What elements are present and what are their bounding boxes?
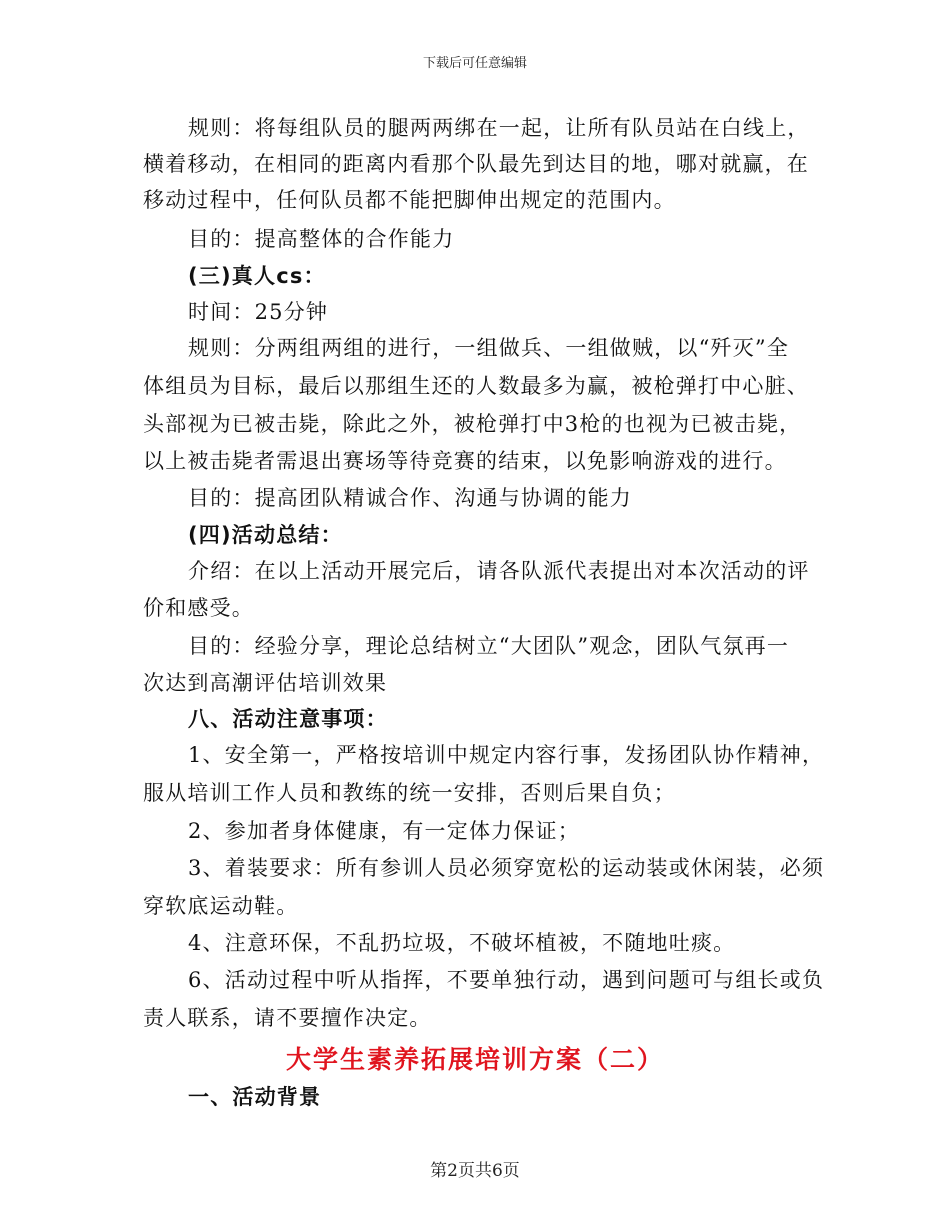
list-item: 1、安全第一，严格按培训中规定内容行事，发扬团队协作精神， xyxy=(188,743,825,767)
page-header: 下载后可任意编辑 xyxy=(422,56,527,71)
subsection-heading: (四)活动总结： xyxy=(188,523,343,547)
list-item-continuation: 穿软底运动鞋。 xyxy=(143,894,299,918)
paragraph-line: 介绍：在以上活动开展完后，请各队派代表提出对本次活动的评 xyxy=(188,559,810,583)
paragraph-line: 横着移动，在相同的距离内看那个队最先到达目的地，哪对就赢，在 xyxy=(143,152,809,176)
section-heading: 八、活动注意事项： xyxy=(188,707,388,731)
paragraph-line: 价和感受。 xyxy=(143,596,254,620)
paragraph-line: 目的：提高整体的合作能力 xyxy=(188,227,455,251)
paragraph-line: 时间：25分钟 xyxy=(188,300,329,324)
paragraph-line: 体组员为目标，最后以那组生还的人数最多为赢，被枪弹打中心脏、 xyxy=(143,374,809,398)
section-heading: 一、活动背景 xyxy=(188,1085,322,1109)
list-item-continuation: 服从培训工作人员和教练的统一安排，否则后果自负； xyxy=(143,781,676,805)
list-item: 6、活动过程中听从指挥，不要单独行动，遇到问题可与组长或负 xyxy=(188,968,825,992)
paragraph-line: 移动过程中，任何队员都不能把脚伸出规定的范围内。 xyxy=(143,188,676,212)
paragraph-line: 规则：分两组两组的进行，一组做兵、一组做贼，以“歼灭”全 xyxy=(188,336,790,360)
paragraph-line: 以上被击毙者需退出赛场等待竞赛的结束，以免影响游戏的进行。 xyxy=(143,449,787,473)
page-footer: 第2页共6页 xyxy=(430,1161,520,1181)
list-item: 4、注意环保，不乱扔垃圾，不破坏植被，不随地吐痰。 xyxy=(188,931,736,955)
document-title: 大学生素养拓展培训方案（二） xyxy=(285,1045,664,1074)
list-item: 3、着装要求：所有参训人员必须穿宽松的运动装或休闲装，必须 xyxy=(188,856,825,880)
list-item-continuation: 责人联系，请不要擅作决定。 xyxy=(143,1006,432,1030)
paragraph-line: 次达到高潮评估培训效果 xyxy=(143,671,388,695)
paragraph-line: 头部视为已被击毙，除此之外，被枪弹打中3枪的也视为已被击毙， xyxy=(143,412,802,436)
paragraph-line: 目的：提高团队精诚合作、沟通与协调的能力 xyxy=(188,486,632,510)
subsection-heading: (三)真人cs： xyxy=(188,264,326,288)
list-item: 2、参加者身体健康，有一定体力保证； xyxy=(188,819,580,843)
paragraph-line: 目的：经验分享，理论总结树立“大团队”观念，团队气氛再一 xyxy=(188,634,790,658)
paragraph-line: 规则：将每组队员的腿两两绑在一起，让所有队员站在白线上， xyxy=(188,116,810,140)
